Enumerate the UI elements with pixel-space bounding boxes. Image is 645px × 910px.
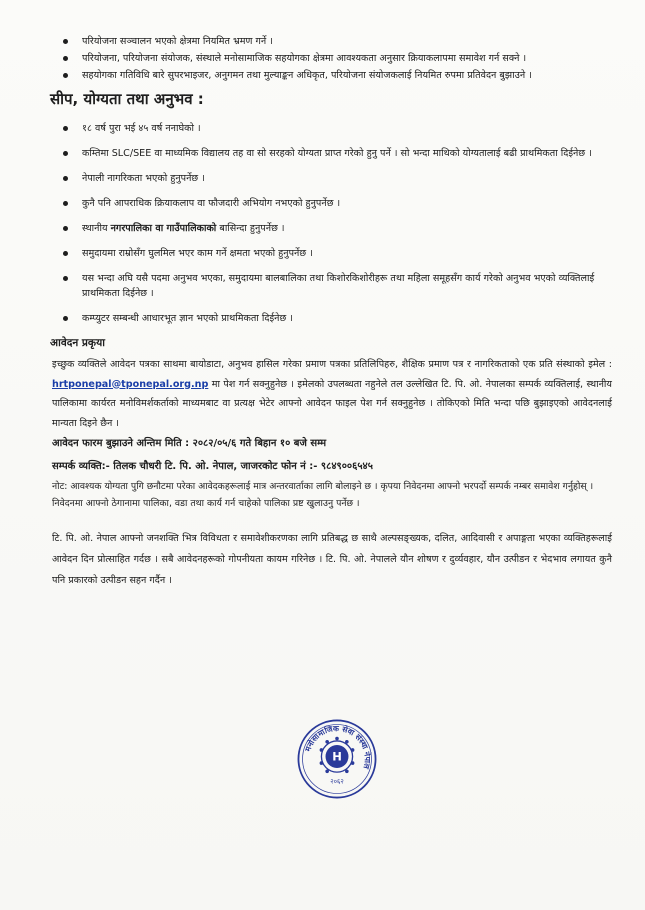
list-item: यस भन्दा अघि यसै पदमा अनुभव भएका, समुदायमा बालबालिका तथा किशोरकिशोरीहरू तथा महिला समूहसँग कार्य गरेको अनुभव भएको व्यक्तिलाई प्राथमिकता दिईनेछ । (52, 271, 612, 301)
organization-stamp (296, 718, 378, 800)
bold-phrase: नगरपालिका वा गाउँपालिकाको (110, 223, 217, 234)
list-item: कम्तिमा SLC/SEE वा माध्यमिक विद्यालय तह वा सो सरहको योग्यता प्राप्त गरेको हुनु पर्ने । सो भन्दा माथिको योग्यतालाई बढी प्राथमिकता दिईनेछ । (52, 146, 612, 161)
skills-heading: सीप, योग्यता तथा अनुभव : (50, 90, 204, 108)
inclusion-statement: टि. पि. ओ. नेपाल आफ्नो जनशक्ति भित्र विविधता र समावेशीकरणका लागि प्रतिबद्ध छ साथै अल्पसङ्ख्यक, दलित, आदिवासी र अपाङ्गता भएका व्यक्तिहरूलाई आवेदन दिन प्रोत्साहित गर्दछ । सबै आवेदनहरूको गोपनीयता कायम गरिनेछ । टि. पि. ओ. नेपालले यौन शोषण र दुर्व्यवहार, यौन उत्पीडन र भेदभाव लगायत कुनै पनि प्रकारको उत्पीडन सहन गर्दैन । (52, 533, 612, 586)
deadline-line: आवेदन फारम बुझाउने अन्तिम मिति : २०८२/०५/६ गते बिहान १० बजे सम्म (52, 438, 327, 449)
stamp-center-letter: H (332, 749, 342, 764)
document-content (52, 34, 612, 591)
stamp-year: २०६२ (330, 777, 344, 786)
list-item: कम्प्युटर सम्बन्धी आधारभूत ज्ञान भएको प्राथमिकता दिईनेछ । (52, 311, 612, 326)
list-item: परियोजना सञ्चालन भएको क्षेत्रमा नियमित भ्रमण गर्ने । (52, 34, 612, 49)
list-item: समुदायमा राम्रोसँग घुलमिल भएर काम गर्ने क्षमता भएको हुनुपर्नेछ । (52, 246, 612, 261)
email-link[interactable]: hrtponepal@tponepal.org.np (52, 378, 209, 390)
list-item: नेपाली नागरिकता भएको हुनुपर्नेछ । (52, 171, 612, 186)
application-heading: आवेदन प्रकृया (50, 337, 105, 349)
contact-line: सम्पर्क व्यक्ति:- तिलक चौधरी टि. पि. ओ. नेपाल, जाजरकोट फोन नं :- ९८४९००६५४५ (52, 461, 373, 472)
list-item: कुनै पनि आपराधिक क्रियाकलाप वा फौजदारी अभियोग नभएको हुनुपर्नेछ । (52, 196, 612, 211)
list-item: स्थानीय नगरपालिका वा गाउँपालिकाको बासिन्दा हुनुपर्नेछ । (52, 221, 612, 236)
list-item: सहयोगका गतिविधि बारे सुपरभाइजर, अनुगमन तथा मुल्याङ्कन अधिकृत, परियोजना संयोजकलाई नियमित रुपमा प्रतिवेदन बुझाउने । (52, 68, 612, 83)
application-paragraph: इच्छुक व्यक्तिले आवेदन पत्रका साथमा बायोडाटा, अनुभव हासिल गरेका प्रमाण पत्रका प्रतिलिपिहरु, शैक्षिक प्रमाण पत्र र नागरिकताको एक प्रति संस्थाको इमेल : hrtponepal@tponepal.org.np मा पेश गर्न सक्नुहुनेछ । इमेलको उपलब्धता नहुनेले तल उल्लेखित टि. पि. ओ. नेपालका सम्पर्क व्यक्तिलाई, स्थानीय पालिकामा कार्यरत मनोविमर्शकर्ताको माध्यमबाट वा प्रत्यक्ष भेटेर आफ्नो आवेदन फाइल पेश गर्न सक्नुहुनेछ । तोकिएको मिति भन्दा पछि बुझाइएको आवेदनलाई मान्यता दिइने छैन । (52, 359, 612, 429)
skills-list (52, 121, 612, 326)
responsibility-list (52, 34, 612, 83)
list-item: १८ वर्ष पुरा भई ४५ वर्ष ननाघेको । (52, 121, 612, 136)
note-paragraph: नोट: आवश्यक योग्यता पुगि छनौटमा परेका आवेदकहरूलाई मात्र अन्तरवार्ताका लागि बोलाइने छ । कृपया निवेदनमा आफ्नो भरपर्दो सम्पर्क नम्बर समावेश गर्नुहोस् । निवेदनमा आफ्नो ठेगानामा पालिका, वडा तथा कार्य गर्न चाहेको पालिका प्रष्ट खुलाउनु पर्नेछ । (52, 481, 594, 509)
stamp-ring-text: मनोसामाजिक सेवा संस्था नेपाल (303, 724, 372, 770)
list-item: परियोजना, परियोजना संयोजक, संस्थाले मनोसामाजिक सहयोगका क्षेत्रमा आवश्यकता अनुसार क्रियाकलापमा समावेश गर्न सक्ने । (52, 51, 612, 66)
